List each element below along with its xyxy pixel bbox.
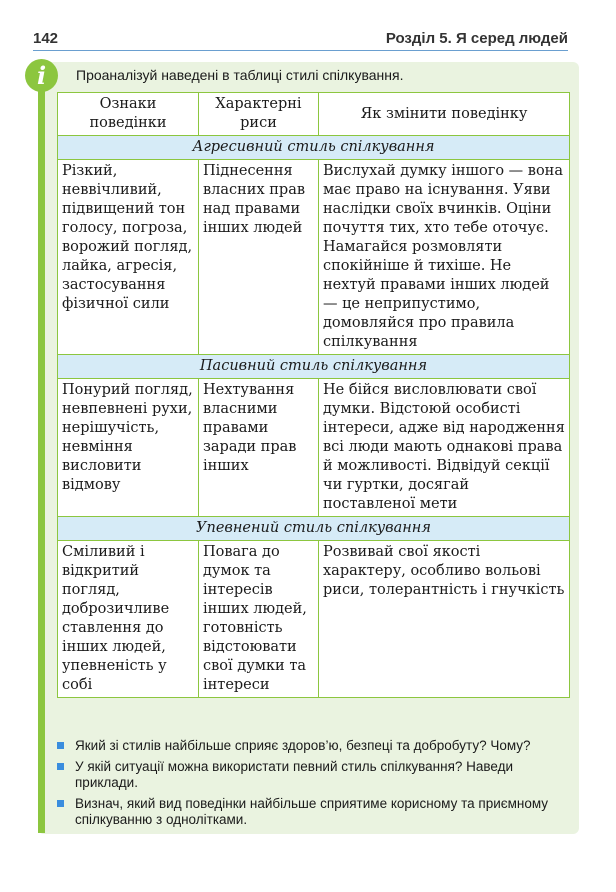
- questions-list: [55, 738, 570, 833]
- cell-traits: Піднесення власних прав над правами інших людей: [199, 160, 319, 355]
- cell-change: Вислухай думку іншого — вона має право на існування. Уяви наслідки своїх вчинків. Оціни почуття тих, хто тебе оточує. Намагайся розмовляти спокійніше й тихіше. Не нехтуй правами інших людей — це неприпустимо, домовляйся про правила спілкування: [319, 160, 570, 355]
- cell-traits: Нехтування власними правами заради прав інших: [199, 379, 319, 517]
- page-header: [33, 30, 568, 52]
- column-header-traits: Характерні риси: [199, 93, 319, 136]
- exercise-intro: Проаналізуй наведені в таблиці стилі спілкування.: [76, 67, 404, 83]
- question-text: У якій ситуації можна використати певний стиль спілкування? Наведи приклади.: [75, 759, 514, 790]
- cell-change: Розвивай свої якості характеру, особливо вольові риси, толерантність і гнучкість: [319, 541, 570, 698]
- page-number: 142: [33, 30, 59, 47]
- list-item: [55, 738, 570, 754]
- table-row: [58, 160, 570, 355]
- section-title-passive: Пасивний стиль спілкування: [58, 355, 570, 379]
- square-bullet-icon: [57, 800, 64, 807]
- section-title-aggressive: Агресивний стиль спілкування: [58, 136, 570, 160]
- column-header-change: Як змінити поведінку: [319, 93, 570, 136]
- communication-styles-table: [57, 92, 570, 698]
- table-header-row: [58, 93, 570, 136]
- panel-accent-bar: [38, 80, 45, 833]
- chapter-title: Розділ 5. Я серед людей: [385, 30, 568, 47]
- cell-signs: Сміливий і відкритий погляд, доброзичливе ставлення до інших людей, упевненість у собі: [58, 541, 199, 698]
- cell-traits: Повага до думок та інтересів інших людей, готовність відстоювати свої думки та інтереси: [199, 541, 319, 698]
- table-row: [58, 379, 570, 517]
- section-header-row: [58, 517, 570, 541]
- section-title-confident: Упевнений стиль спілкування: [58, 517, 570, 541]
- cell-signs: Різкий, неввічливий, підвищений тон голосу, погроза, ворожий погляд, лайка, агресія, застосування фізичної сили: [58, 160, 199, 355]
- header-divider: [33, 50, 568, 51]
- list-item: [55, 759, 570, 791]
- question-text: Визнач, який вид поведінки найбільше сприятиме корисному та приємному спілкуванню з однолітками.: [75, 796, 549, 827]
- info-icon: i: [25, 59, 58, 92]
- question-text: Який зі стилів найбільше сприяє здоров’ю, безпеці та добробуту? Чому?: [75, 738, 531, 753]
- table-row: [58, 541, 570, 698]
- cell-change: Не бійся висловлювати свої думки. Відстоюй особисті інтереси, адже від народження всі люди мають однакові права й можливості. Відвідуй секції чи гуртки, досягай поставленої мети: [319, 379, 570, 517]
- section-header-row: [58, 136, 570, 160]
- section-header-row: [58, 355, 570, 379]
- cell-signs: Понурий погляд, невпевнені рухи, нерішучість, невміння висловити відмову: [58, 379, 199, 517]
- list-item: [55, 796, 570, 828]
- square-bullet-icon: [57, 763, 64, 770]
- column-header-signs: Ознаки поведінки: [58, 93, 199, 136]
- square-bullet-icon: [57, 742, 64, 749]
